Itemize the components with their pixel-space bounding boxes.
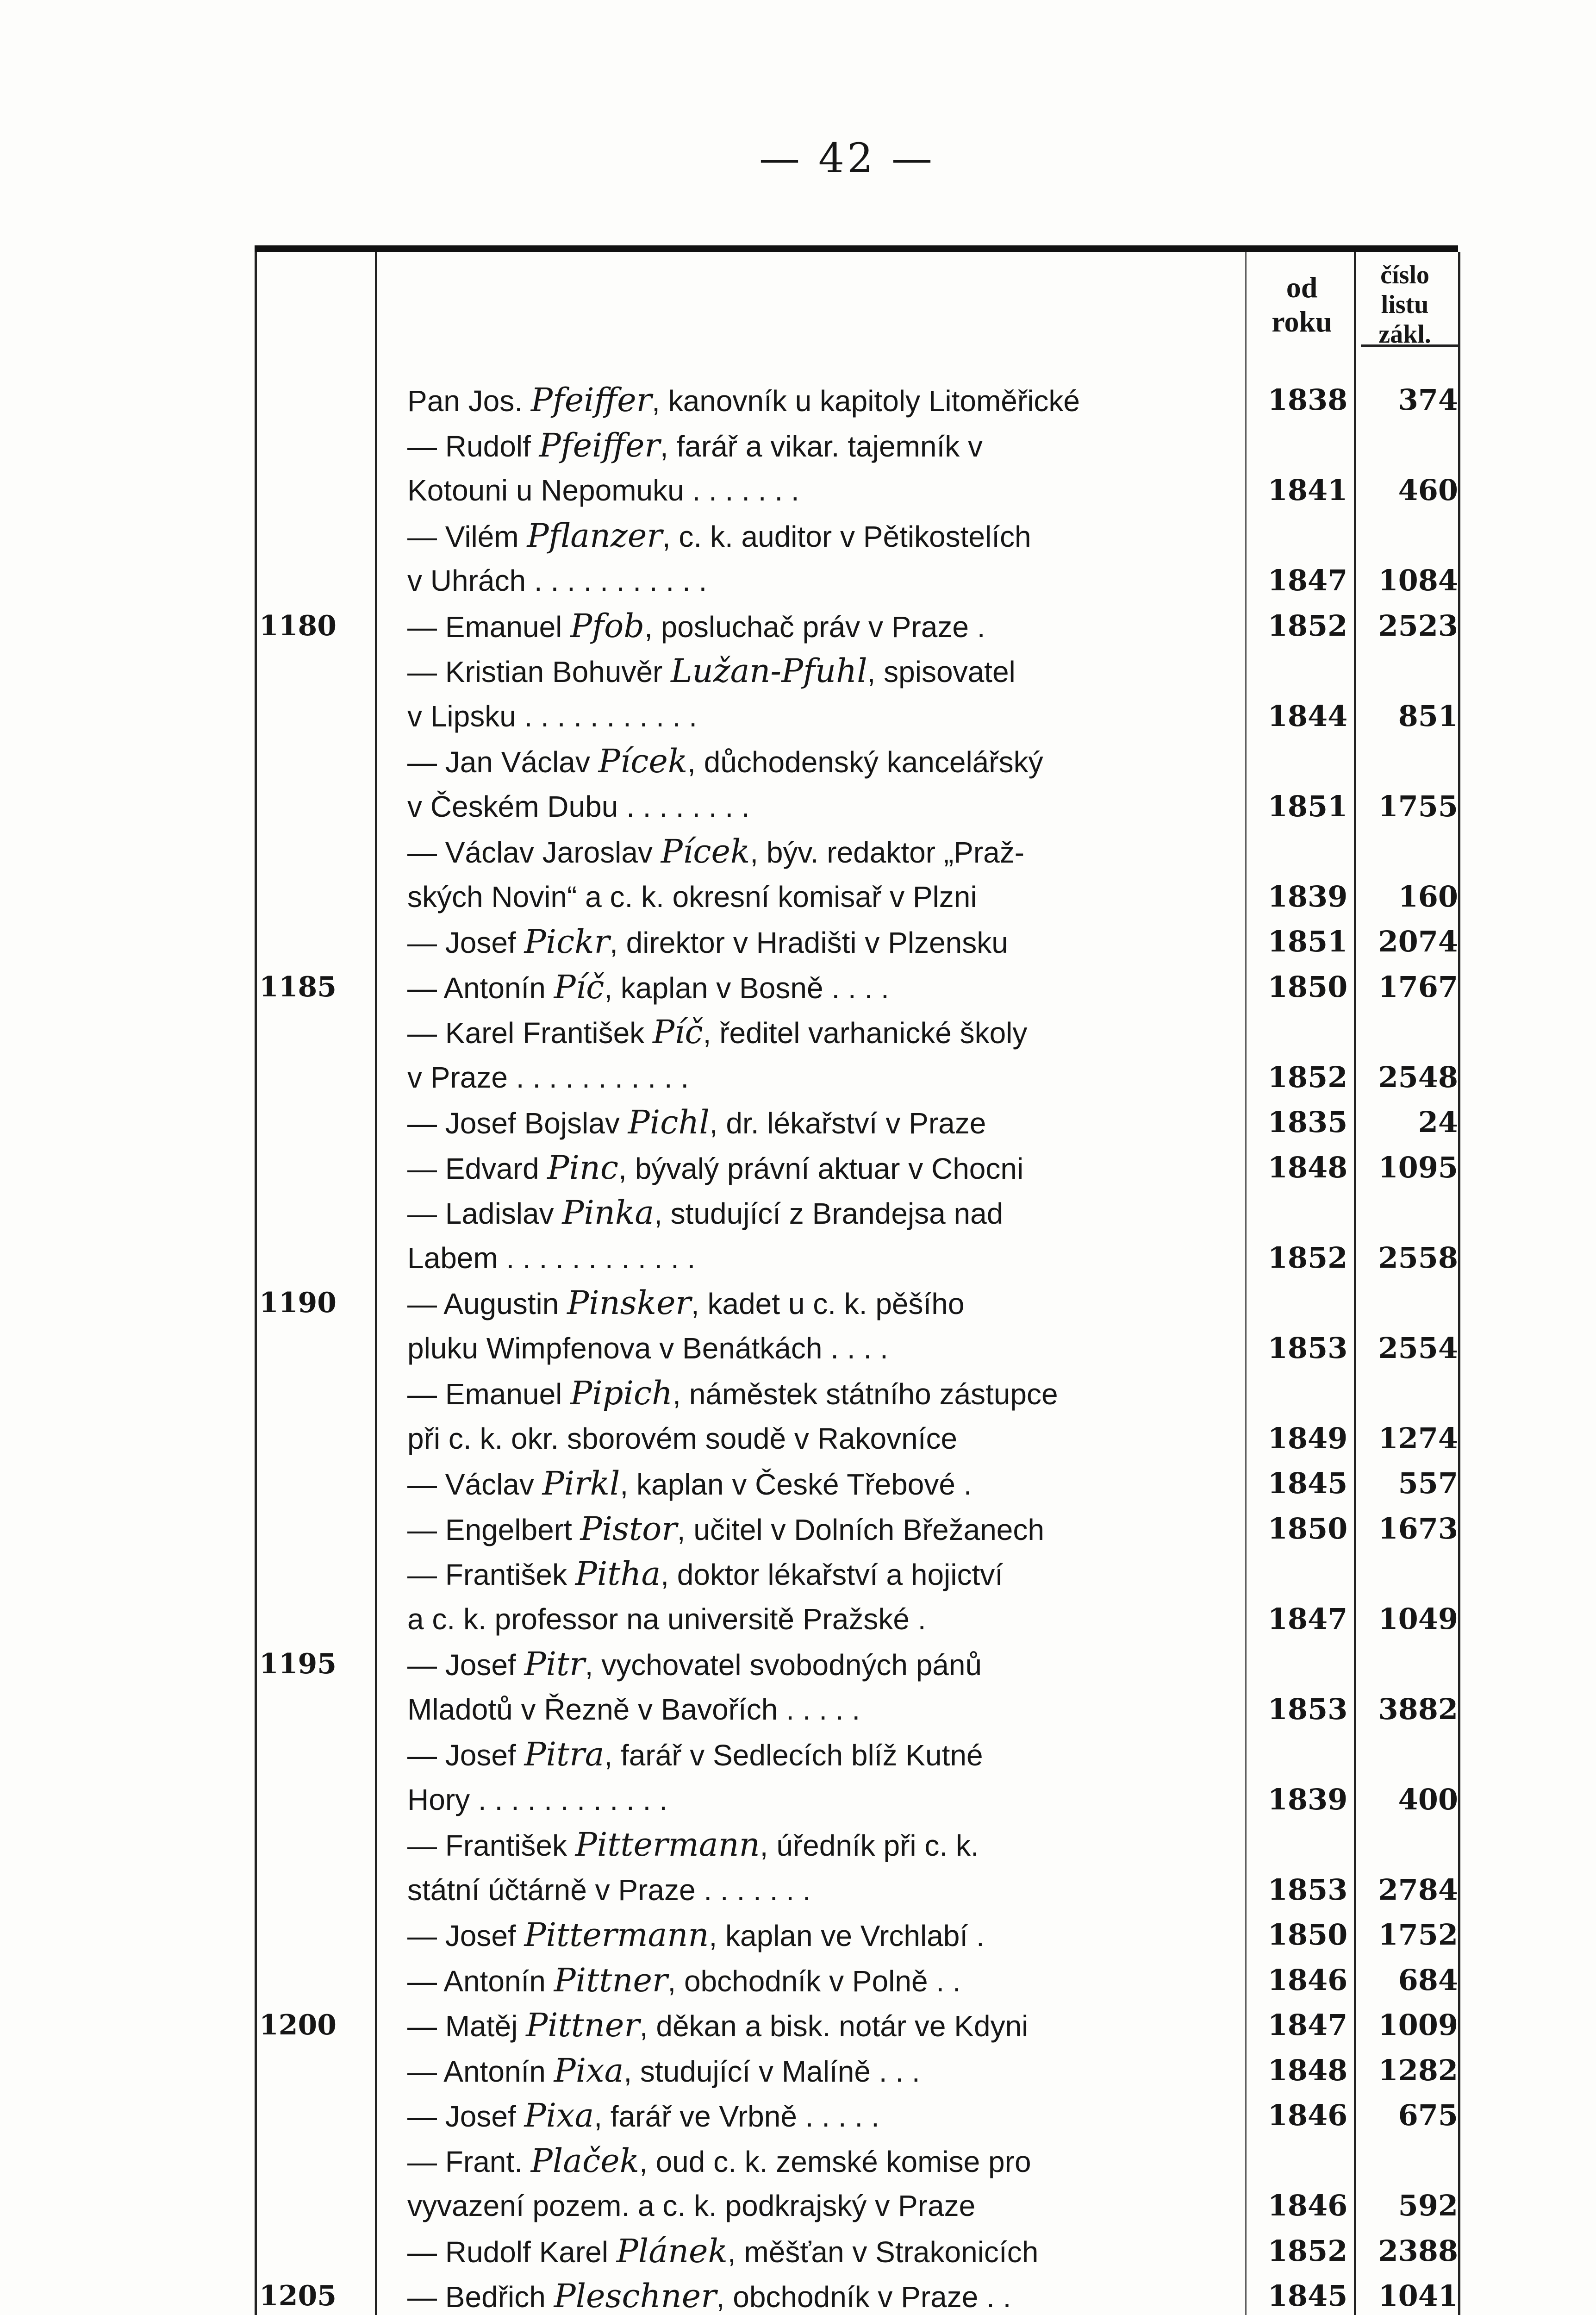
surname: Pitra — [524, 1735, 605, 1773]
entry-text — [407, 603, 1250, 650]
table-row — [255, 467, 1458, 513]
table-row — [255, 557, 1458, 604]
surname: Plánek — [616, 2232, 728, 2270]
year-cell: 1844 — [1267, 699, 1348, 733]
table-row — [255, 738, 1458, 784]
entry-text — [407, 1596, 1250, 1642]
sheet-number-cell: 1755 — [1378, 789, 1458, 823]
entry-text — [407, 557, 1250, 604]
entry-text-suffix: , farář a vikar. tajemník v — [660, 429, 983, 463]
year-cell: 1841 — [1267, 473, 1348, 507]
sheet-number-cell: 1673 — [1378, 1511, 1458, 1545]
entry-text-suffix: , spisovatel — [867, 655, 1016, 688]
sheet-number-cell: 374 — [1398, 383, 1458, 417]
entry-text — [407, 783, 1250, 830]
table-row — [255, 2047, 1458, 2094]
entry-text-prefix: a c. k. professor na universitě Pražské . — [407, 1602, 926, 1636]
entry-text-prefix: — Bedřich — [407, 2280, 554, 2314]
entry-text-suffix: , studující v Malíně . . . — [623, 2054, 920, 2088]
entry-text-suffix: , dr. lékařství v Praze — [709, 1107, 986, 1140]
sheet-number-cell: 2554 — [1378, 1331, 1458, 1365]
entry-text — [407, 738, 1250, 785]
entry-text — [407, 1867, 1250, 1913]
surname: Pistor — [580, 1509, 677, 1548]
surname: Píč — [652, 1013, 703, 1051]
entry-text — [407, 1099, 1250, 1146]
entry-text — [407, 1731, 1250, 1778]
entry-text — [407, 1551, 1250, 1598]
surname: Pirkl — [542, 1464, 620, 1502]
table-row — [255, 828, 1458, 875]
sheet-number-cell: 1095 — [1378, 1150, 1458, 1184]
table-row — [255, 1686, 1458, 1733]
entry-text — [407, 513, 1250, 560]
entry-text-prefix: v Českém Dubu . . . . . . . . — [407, 789, 750, 823]
table-row — [255, 1009, 1458, 1055]
year-cell: 1852 — [1267, 608, 1348, 643]
entry-text — [407, 1777, 1250, 1823]
year-cell: 1846 — [1267, 2098, 1348, 2132]
table-row — [255, 2273, 1458, 2315]
entry-text — [407, 467, 1250, 513]
entry-text-suffix: , kaplan v Bosně . . . . — [604, 971, 889, 1005]
table-row — [255, 1641, 1458, 1687]
entry-text — [407, 2228, 1250, 2275]
year-cell: 1852 — [1267, 1060, 1348, 1094]
entry-text-suffix: , náměstek státního zástupce — [673, 1377, 1058, 1411]
year-cell: 1845 — [1267, 1466, 1348, 1500]
entry-text-prefix: — Josef — [407, 1648, 524, 1682]
sheet-number-cell: 400 — [1398, 1782, 1458, 1816]
entry-text-prefix: — Karel František — [407, 1016, 653, 1050]
sheet-number-cell: 460 — [1398, 473, 1458, 507]
year-cell: 1850 — [1267, 1511, 1348, 1545]
sheet-number-cell: 24 — [1418, 1105, 1458, 1139]
surname: Pittner — [554, 1961, 668, 1999]
year-cell: 1847 — [1267, 563, 1348, 597]
entry-text-suffix: , c. k. auditor v Pětikostelích — [662, 519, 1031, 553]
page-number: — 42 — — [759, 134, 935, 182]
year-cell: 1848 — [1267, 1150, 1348, 1184]
entry-text-suffix: , obchodník v Praze . . — [716, 2280, 1011, 2314]
surname: Pícek — [661, 832, 750, 870]
table-row — [255, 1370, 1458, 1416]
entry-text-suffix: , posluchač práv v Praze . — [644, 610, 985, 644]
entry-number: 1200 — [259, 2009, 337, 2041]
table-row — [255, 1145, 1458, 1191]
entry-text — [407, 1235, 1250, 1281]
entry-text-prefix: při c. k. okr. sborovém soudě v Rakovníce — [407, 1421, 958, 1455]
table-row — [255, 1957, 1458, 2003]
surname: Pitha — [575, 1555, 661, 1593]
entry-text-suffix: , doktor lékařství a hojictví — [661, 1558, 1004, 1591]
sheet-header-line1: číslo — [1380, 261, 1429, 289]
sheet-number-cell: 1752 — [1378, 1918, 1458, 1952]
entry-text-prefix: Pan Jos. — [407, 384, 531, 418]
entry-text-suffix: , farář v Sedlecích blíž Kutné — [604, 1739, 983, 1772]
entry-text — [407, 1912, 1250, 1959]
entry-text-prefix: — Augustin — [407, 1287, 567, 1320]
surname: Pfob — [570, 607, 645, 645]
surname: Píč — [554, 968, 605, 1006]
entry-text — [407, 377, 1250, 424]
entry-text-prefix: — Antonín — [407, 1964, 554, 1998]
table-row — [255, 2183, 1458, 2229]
year-cell: 1835 — [1267, 1105, 1348, 1139]
entry-text-prefix: v Praze . . . . . . . . . . . — [407, 1060, 689, 1094]
year-cell: 1846 — [1267, 1963, 1348, 1997]
sheet-column-header — [1352, 260, 1458, 349]
table-row — [255, 1731, 1458, 1777]
entry-text — [407, 2002, 1250, 2049]
entry-text — [407, 1957, 1250, 2004]
entry-text-suffix: , vychovatel svobodných pánů — [585, 1648, 982, 1682]
sheet-number-cell: 2784 — [1378, 1872, 1458, 1907]
entry-text-prefix: — Antonín — [407, 2054, 554, 2088]
entry-text-prefix: — Václav Jaroslav — [407, 836, 661, 869]
year-cell: 1850 — [1267, 1918, 1348, 1952]
entry-text-suffix: , býv. redaktor „Praž- — [750, 836, 1025, 869]
surname: Plaček — [530, 2141, 639, 2180]
sheet-header-line3: zákl. — [1378, 320, 1431, 349]
entry-text-suffix: , direktor v Hradišti v Plzensku — [610, 926, 1008, 959]
surname: Pleschner — [554, 2277, 717, 2315]
entry-text — [407, 1054, 1250, 1101]
surname: Pipich — [570, 1374, 673, 1412]
surname: Pfeiffer — [539, 426, 660, 464]
table-row — [255, 1506, 1458, 1552]
sheet-number-cell: 2548 — [1378, 1060, 1458, 1094]
table-row — [255, 1777, 1458, 1823]
entry-text — [407, 422, 1250, 469]
entry-text — [407, 1189, 1250, 1237]
entry-text — [407, 1641, 1250, 1688]
year-cell: 1846 — [1267, 2189, 1348, 2222]
entry-text — [407, 1415, 1250, 1462]
entry-text-suffix: , kaplan v České Třebové . — [620, 1468, 972, 1501]
entry-text-prefix: — Vilém — [407, 519, 527, 553]
surname: Lužan-Pfuhl — [671, 652, 867, 690]
entry-text — [407, 1506, 1250, 1553]
table-row — [255, 1325, 1458, 1371]
sheet-number-cell: 1274 — [1378, 1421, 1458, 1455]
entry-text — [407, 2183, 1250, 2229]
entry-text-prefix: — Matěj — [407, 2009, 526, 2043]
entry-number: 1190 — [259, 1287, 337, 1319]
entry-text — [407, 919, 1250, 966]
entry-text-suffix: , kanovník u kapitoly Litoměřické — [652, 384, 1080, 418]
entry-number: 1185 — [259, 970, 337, 1003]
table-row — [255, 1280, 1458, 1326]
entry-text — [407, 1370, 1250, 1417]
table-row — [255, 874, 1458, 920]
entry-text-prefix: Hory . . . . . . . . . . . . — [407, 1783, 667, 1816]
sheet-header-line2: listu — [1381, 290, 1429, 319]
entry-text-prefix: — Engelbert — [407, 1513, 580, 1546]
table-row — [255, 1460, 1458, 1507]
year-cell: 1852 — [1267, 2234, 1348, 2268]
entry-text-prefix: — Frant. — [407, 2145, 531, 2178]
entry-text-prefix: — Josef — [407, 1919, 524, 1952]
surname: Pixa — [554, 2051, 624, 2090]
entry-text — [407, 693, 1250, 739]
sheet-number-cell: 2523 — [1378, 608, 1458, 643]
surname: Pinc — [547, 1148, 619, 1187]
entry-text — [407, 1280, 1250, 1327]
entry-text — [407, 1009, 1250, 1056]
surname: Pitr — [524, 1645, 585, 1683]
entry-text-prefix: Kotouni u Nepomuku . . . . . . . — [407, 474, 799, 507]
entry-text-prefix: v Lipsku . . . . . . . . . . . — [407, 699, 697, 733]
sheet-number-cell: 1084 — [1378, 563, 1458, 597]
entry-text-prefix: vyvazení pozem. a c. k. podkrajský v Praze — [407, 2189, 976, 2222]
entry-text-suffix: , kaplan ve Vrchlabí . — [709, 1919, 985, 1952]
entry-text — [407, 2092, 1250, 2140]
entry-text-suffix: , bývalý právní aktuar v Chocni — [618, 1151, 1024, 1185]
register-table — [255, 245, 1458, 2315]
table-row — [255, 1821, 1458, 1868]
year-header-line2: roku — [1272, 305, 1332, 338]
table-row — [255, 2228, 1458, 2274]
sheet-number-cell: 1041 — [1378, 2279, 1458, 2313]
entry-text-suffix: , učitel v Dolních Břežanech — [677, 1513, 1044, 1546]
year-cell: 1839 — [1267, 1782, 1348, 1816]
entry-text — [407, 2047, 1250, 2095]
entry-text-prefix: — Josef Bojslav — [407, 1107, 628, 1140]
surname: Pinka — [562, 1194, 655, 1232]
year-header-line1: od — [1286, 271, 1318, 304]
entry-text-prefix: — Emanuel — [407, 610, 571, 644]
sheet-number-cell: 160 — [1398, 879, 1458, 913]
table-row — [255, 1415, 1458, 1462]
entry-text-prefix: — František — [407, 1829, 575, 1862]
entry-text-prefix: — Ladislav — [407, 1197, 562, 1230]
entry-number: 1180 — [259, 609, 337, 642]
sheet-number-cell: 3882 — [1378, 1692, 1458, 1726]
year-cell: 1853 — [1267, 1692, 1348, 1726]
entry-text — [407, 2138, 1250, 2185]
sheet-number-cell: 592 — [1398, 2189, 1458, 2222]
entry-text — [407, 964, 1250, 1011]
year-cell: 1847 — [1267, 1602, 1348, 1636]
table-row — [255, 1912, 1458, 1958]
sheet-number-cell: 1009 — [1378, 2008, 1458, 2042]
entry-text — [407, 648, 1250, 695]
table-row — [255, 964, 1458, 1010]
sheet-header-rule — [1361, 344, 1458, 347]
surname: Pittner — [526, 2006, 640, 2044]
sheet-number-cell: 2074 — [1378, 925, 1458, 958]
surname: Pinsker — [567, 1284, 691, 1322]
surname: Pittermann — [524, 1916, 709, 1954]
entry-text — [407, 1325, 1250, 1371]
table-row — [255, 1551, 1458, 1597]
table-row — [255, 919, 1458, 965]
entry-text — [407, 1145, 1250, 1192]
sheet-number-cell: 557 — [1398, 1466, 1458, 1500]
entry-text-prefix: Labem . . . . . . . . . . . . — [407, 1241, 696, 1275]
year-cell: 1850 — [1267, 970, 1348, 1004]
year-cell: 1852 — [1267, 1240, 1348, 1275]
entry-text-prefix: — Jan Václav — [407, 745, 598, 779]
sheet-number-cell: 684 — [1398, 1963, 1458, 1997]
entry-text-prefix: — Edvard — [407, 1151, 548, 1185]
entry-text-prefix: — Antonín — [407, 971, 554, 1005]
entry-text — [407, 874, 1250, 920]
entry-number: 1195 — [259, 1648, 337, 1680]
entry-text-prefix: — Kristian Bohuvěr — [407, 655, 671, 688]
sheet-number-cell: 2388 — [1378, 2234, 1458, 2268]
surname: Pittermann — [575, 1826, 760, 1864]
entry-text — [407, 1821, 1250, 1869]
table-row — [255, 1099, 1458, 1145]
table-right-rule — [1458, 252, 1460, 2315]
table-row — [255, 377, 1458, 423]
table-row — [255, 2002, 1458, 2048]
entry-number: 1205 — [259, 2280, 337, 2312]
entry-text-prefix: — Rudolf Karel — [407, 2235, 617, 2269]
entry-text-suffix: , úředník při c. k. — [760, 1829, 979, 1862]
sheet-number-cell: 1767 — [1378, 970, 1458, 1004]
year-cell: 1853 — [1267, 1872, 1348, 1907]
entry-text-suffix: , farář ve Vrbně . . . . . — [594, 2100, 879, 2133]
year-cell: 1851 — [1267, 925, 1348, 958]
table-row — [255, 422, 1458, 469]
entry-text-suffix: , měšťan v Strakonicích — [727, 2235, 1039, 2269]
year-cell: 1845 — [1267, 2279, 1348, 2313]
entry-text-prefix: — Emanuel — [407, 1377, 571, 1411]
year-cell: 1848 — [1267, 2053, 1348, 2087]
entry-text-suffix: , kadet u c. k. pěšího — [691, 1287, 965, 1320]
entry-text-prefix: státní účtárně v Praze . . . . . . . — [407, 1873, 811, 1907]
table-row — [255, 783, 1458, 830]
entry-text-prefix: — Rudolf — [407, 429, 539, 463]
entry-text-suffix: , oud c. k. zemské komise pro — [639, 2145, 1031, 2178]
table-row — [255, 603, 1458, 649]
entry-text — [407, 1460, 1250, 1508]
table-row — [255, 693, 1458, 739]
table-row — [255, 1235, 1458, 1281]
table-row — [255, 1867, 1458, 1913]
year-cell: 1853 — [1267, 1331, 1348, 1365]
year-cell: 1839 — [1267, 879, 1348, 913]
year-column-header — [1250, 270, 1354, 339]
table-row — [255, 1596, 1458, 1642]
entry-text-prefix: Mladotů v Řezně v Bavořích . . . . . — [407, 1692, 860, 1726]
table-row — [255, 648, 1458, 694]
surname: Pflanzer — [527, 516, 662, 555]
sheet-number-cell: 1282 — [1378, 2053, 1458, 2087]
table-row — [255, 1189, 1458, 1236]
entry-text-prefix: — Josef — [407, 2100, 524, 2133]
table-row — [255, 513, 1458, 559]
sheet-number-cell: 851 — [1398, 699, 1458, 733]
year-cell: 1847 — [1267, 2008, 1348, 2042]
entry-text-prefix: pluku Wimpfenova v Benátkách . . . . — [407, 1331, 888, 1365]
table-row — [255, 2138, 1458, 2184]
entry-text-suffix: , obchodník v Polně . . — [667, 1964, 961, 1998]
entry-text-prefix: v Uhrách . . . . . . . . . . . — [407, 564, 707, 597]
entry-text-suffix: , důchodenský kancelářský — [687, 745, 1043, 779]
year-cell: 1849 — [1267, 1421, 1348, 1455]
entry-text-prefix: — Václav — [407, 1468, 542, 1501]
surname: Pfeiffer — [530, 381, 652, 419]
table-row — [255, 1054, 1458, 1101]
surname: Pixa — [524, 2096, 594, 2134]
entry-text-suffix: , děkan a bisk. notár ve Kdyni — [639, 2009, 1029, 2043]
sheet-number-cell: 2558 — [1378, 1240, 1458, 1275]
entry-text — [407, 828, 1250, 876]
surname: Pickr — [524, 923, 610, 961]
sheet-number-cell: 675 — [1398, 2098, 1458, 2132]
year-cell: 1838 — [1267, 383, 1348, 417]
entry-text — [407, 1686, 1250, 1733]
table-row — [255, 2092, 1458, 2139]
entry-text-prefix: ských Novin“ a c. k. okresní komisař v Plzni — [407, 880, 977, 913]
entry-text-prefix: — František — [407, 1558, 575, 1591]
entry-text — [407, 2273, 1250, 2315]
entry-text-suffix: , studující z Brandejsa nad — [654, 1197, 1004, 1230]
entry-text-prefix: — Josef — [407, 926, 524, 959]
entry-text-suffix: , ředitel varhanické školy — [703, 1016, 1028, 1050]
entry-text-prefix: — Josef — [407, 1739, 524, 1772]
year-cell: 1851 — [1267, 789, 1348, 823]
surname: Pícek — [598, 742, 688, 780]
surname: Pichl — [628, 1103, 710, 1141]
sheet-number-cell: 1049 — [1378, 1602, 1458, 1636]
